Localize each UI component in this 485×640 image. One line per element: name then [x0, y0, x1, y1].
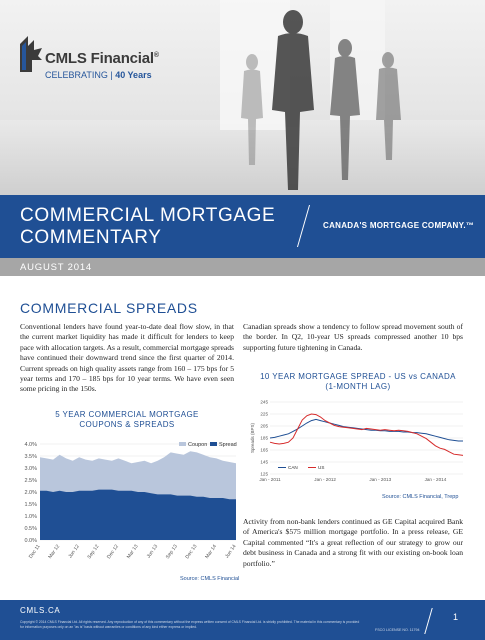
chart2-title: [243, 372, 473, 392]
brand-name: CMLS Financial®: [45, 50, 159, 67]
chart2-title-line1: 10 YEAR MORTGAGE SPREAD - US vs CANADA: [260, 372, 456, 381]
chart2-y-tick-label: 125: [260, 471, 268, 477]
chart2-y-axis-label: Spreads (BPS): [250, 422, 255, 454]
chart1-y-tick-label: 1.0%: [24, 514, 37, 520]
chart2-source: Source: CMLS Financial, Trepp: [382, 494, 459, 500]
chart1-y-tick-label: 3.5%: [24, 454, 37, 460]
chart1-source: Source: CMLS Financial: [180, 576, 240, 582]
chart1-x-tick-label: Jun 14: [224, 543, 238, 560]
chart1-y-tick-label: 4.0%: [24, 442, 37, 448]
paragraph-non-bank-lenders: Activity from non-bank lenders continued as GE Capital acquired Bank of America's $575 million mortgage portfolio. In a press release, GE Capital commented “It's a great reflection of our strategy to grow our debt business in Canada and a strong fit with our existing on-book loan portfolio.”: [243, 517, 463, 568]
chart1-x-tick-label: Jun 13: [145, 543, 160, 560]
chart2-x-tick-label: Jan - 2014: [424, 477, 447, 482]
chart1-y-tick-label: 2.5%: [24, 478, 37, 484]
chart2-y-tick-label: 225: [260, 411, 268, 417]
chart1-x-tick-label: Jun 12: [67, 543, 81, 560]
page-title-line2: COMMENTARY: [20, 227, 162, 248]
chart1-title: [20, 410, 234, 430]
paragraph-conventional-lenders: Conventional lenders have found year-to-date deal flow slow, in that the current market liquidity has made it difficult for lenders to keep pace with allocation targets. As a result, commercial mortgage spreads have continued their downward trend since the first quarter of 2014. Current spreads on high quality assets range from 160 – 175 bps for 5 year terms and 170 – 185 bps for 10 year terms. We have even seen some pricing in the 150s.: [20, 322, 234, 394]
chart1-y-tick-label: 2.0%: [24, 490, 37, 496]
chart2-y-tick-label: 165: [260, 447, 268, 453]
issue-date: AUGUST 2014: [20, 262, 92, 273]
chart2-x-tick-label: Jan - 2012: [314, 477, 337, 482]
maple-leaf-icon: [16, 32, 46, 76]
chart2-y-tick-label: 185: [260, 435, 268, 441]
chart1-legend-spread: Spread: [219, 442, 237, 448]
chart1-x-tick-label: Mar 13: [125, 543, 140, 560]
chart1-y-tick-label: 3.0%: [24, 466, 37, 472]
chart2-y-tick-label: 145: [260, 459, 268, 465]
chart2-x-tick-label: Jan - 2011: [259, 477, 281, 482]
chart1-title-line2: COUPONS & SPREADS: [79, 420, 175, 429]
chart1-y-tick-label: 0.0%: [24, 538, 37, 544]
company-tagline: CANADA'S MORTGAGE COMPANY.™: [323, 221, 475, 230]
chart1-legend-spread-swatch: [210, 442, 217, 446]
chart1-x-tick-label: Sep 12: [86, 543, 101, 561]
paragraph-canadian-spreads: Canadian spreads show a tendency to follow spread movement south of the border. In Q2, 10-year US spreads compressed another 10 bps supporting future tightening in Canada.: [243, 322, 463, 352]
chart2-y-tick-label: 205: [260, 423, 268, 429]
coupon-spread-area-chart: [14, 432, 239, 577]
chart1-x-tick-label: Dec 11: [27, 543, 42, 560]
section-title: COMMERCIAL SPREADS: [20, 300, 198, 316]
chart1-y-tick-label: 0.5%: [24, 526, 37, 532]
website-link[interactable]: CMLS.CA: [20, 606, 61, 615]
chart1-y-tick-label: 1.5%: [24, 502, 37, 508]
chart1-title-line1: 5 YEAR COMMERCIAL MORTGAGE: [55, 410, 199, 419]
chart1-x-tick-label: Sep 13: [164, 543, 179, 561]
brand-tagline: CELEBRATING | 40 Years: [45, 70, 152, 80]
us-canada-spread-line-chart: [248, 398, 468, 488]
page-number: 1: [453, 612, 459, 622]
chart2-y-tick-label: 245: [260, 399, 268, 405]
copyright-notice: Copyright © 2014 CMLS Financial Ltd. All rights reserved. Any reproduction of any of this commentary without the express written consent of CMLS Financial Ltd. is strictly prohibited. The material in this commentary is provided for information purposes only on an "as is" basis without warranties or conditions of any kind either express or implied.: [20, 620, 360, 629]
chart1-legend-coupon: Coupon: [188, 442, 208, 448]
chart1-x-tick-label: Dec 12: [106, 543, 121, 561]
chart2-x-tick-label: Jan - 2013: [369, 477, 392, 482]
chart2-legend-can: CAN: [288, 465, 298, 470]
chart2-us-line: [270, 414, 463, 455]
chart1-legend-coupon-swatch: [179, 442, 186, 446]
chart1-x-tick-label: Dec 13: [184, 543, 199, 561]
chart2-legend-us: US: [318, 465, 325, 470]
chart1-x-tick-label: Mar 14: [204, 543, 219, 560]
license-number: FSCO LICENSE NO. 11794: [375, 628, 420, 632]
chart1-x-tick-label: Mar 12: [47, 543, 62, 560]
page-title-line1: COMMERCIAL MORTGAGE: [20, 205, 276, 226]
chart2-title-line2: (1-MONTH LAG): [325, 382, 391, 391]
